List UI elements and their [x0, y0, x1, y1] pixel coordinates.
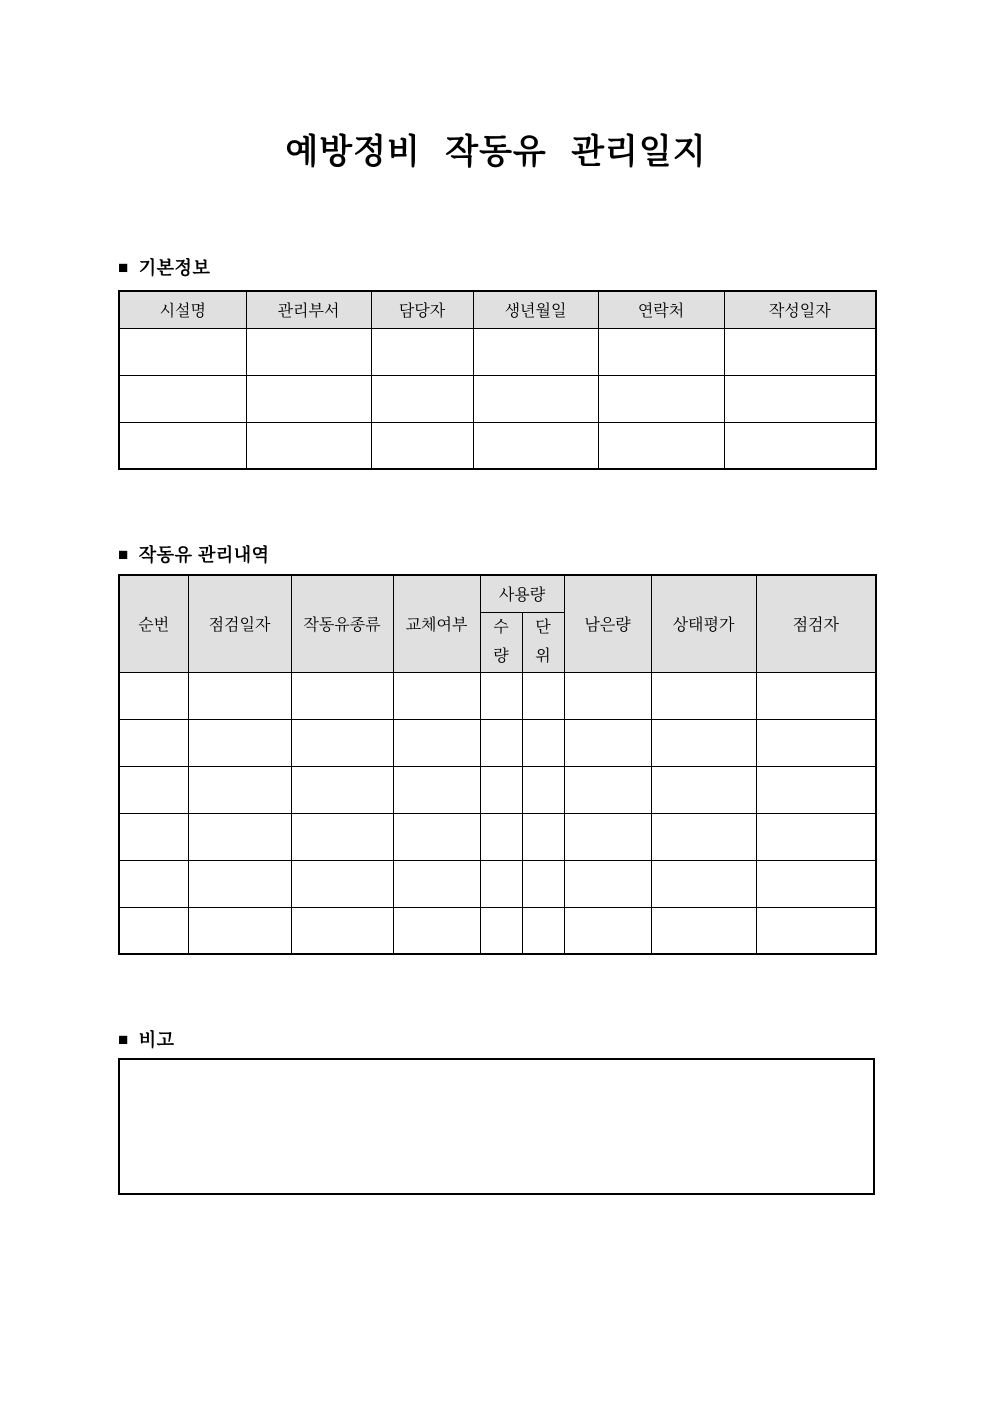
col-header-person-in-charge: 담당자 [371, 291, 473, 328]
table-row [119, 813, 876, 860]
empty-fill-in-cell[interactable] [393, 860, 480, 907]
empty-fill-in-cell[interactable] [188, 766, 291, 813]
empty-fill-in-cell[interactable] [564, 719, 651, 766]
empty-fill-in-cell[interactable] [522, 766, 564, 813]
empty-fill-in-cell[interactable] [393, 719, 480, 766]
empty-fill-in-cell[interactable] [651, 907, 756, 954]
empty-fill-in-cell[interactable] [564, 907, 651, 954]
empty-fill-in-cell[interactable] [480, 766, 522, 813]
empty-fill-in-cell[interactable] [724, 328, 876, 375]
empty-fill-in-cell[interactable] [756, 907, 876, 954]
empty-fill-in-cell[interactable] [724, 422, 876, 469]
table-row [119, 907, 876, 954]
empty-fill-in-cell[interactable] [246, 375, 371, 422]
empty-fill-in-cell[interactable] [522, 813, 564, 860]
empty-fill-in-cell[interactable] [522, 907, 564, 954]
empty-fill-in-cell[interactable] [371, 375, 473, 422]
empty-fill-in-cell[interactable] [119, 672, 188, 719]
col-header-inspector: 점검자 [756, 575, 876, 672]
col-header-no: 순번 [119, 575, 188, 672]
col-header-replaced: 교체여부 [393, 575, 480, 672]
section-basic-info-title: 기본정보 [138, 258, 211, 278]
empty-fill-in-cell[interactable] [651, 672, 756, 719]
empty-fill-in-cell[interactable] [291, 719, 393, 766]
empty-fill-in-cell[interactable] [598, 375, 724, 422]
section-remarks-label [118, 1026, 175, 1052]
empty-fill-in-cell[interactable] [564, 813, 651, 860]
col-header-usage-group: 사용량 [480, 575, 564, 612]
col-header-oil-type: 작동유종류 [291, 575, 393, 672]
empty-fill-in-cell[interactable] [480, 813, 522, 860]
section-oil-log-title: 작동유 관리내역 [138, 545, 270, 565]
empty-fill-in-cell[interactable] [473, 328, 598, 375]
empty-fill-in-cell[interactable] [119, 422, 246, 469]
table-row [119, 719, 876, 766]
empty-fill-in-cell[interactable] [522, 860, 564, 907]
empty-fill-in-cell[interactable] [119, 907, 188, 954]
remarks-input-area[interactable] [118, 1058, 875, 1195]
empty-fill-in-cell[interactable] [188, 672, 291, 719]
col-header-birth-date: 생년월일 [473, 291, 598, 328]
empty-fill-in-cell[interactable] [393, 813, 480, 860]
empty-fill-in-cell[interactable] [473, 422, 598, 469]
empty-fill-in-cell[interactable] [393, 766, 480, 813]
empty-fill-in-cell[interactable] [564, 672, 651, 719]
table-row [119, 672, 876, 719]
empty-fill-in-cell[interactable] [119, 766, 188, 813]
section-basic-info-label [118, 254, 210, 280]
empty-fill-in-cell[interactable] [246, 328, 371, 375]
empty-fill-in-cell[interactable] [756, 766, 876, 813]
empty-fill-in-cell[interactable] [522, 719, 564, 766]
empty-fill-in-cell[interactable] [480, 907, 522, 954]
table-row [119, 860, 876, 907]
table-row [119, 422, 876, 469]
col-header-managing-dept: 관리부서 [246, 291, 371, 328]
empty-fill-in-cell[interactable] [188, 813, 291, 860]
basic-info-table [118, 290, 877, 470]
col-header-condition: 상태평가 [651, 575, 756, 672]
empty-fill-in-cell[interactable] [651, 860, 756, 907]
page-title: 예방정비 작동유 관리일지 [285, 133, 707, 171]
square-bullet-icon: ■ [118, 257, 129, 277]
empty-fill-in-cell[interactable] [119, 328, 246, 375]
empty-fill-in-cell[interactable] [119, 860, 188, 907]
empty-fill-in-cell[interactable] [188, 907, 291, 954]
col-header-written-date: 작성일자 [724, 291, 876, 328]
oil-log-header-row-1 [119, 575, 876, 612]
empty-fill-in-cell[interactable] [371, 328, 473, 375]
empty-fill-in-cell[interactable] [480, 719, 522, 766]
empty-fill-in-cell[interactable] [119, 813, 188, 860]
square-bullet-icon: ■ [118, 1029, 129, 1049]
table-row [119, 328, 876, 375]
empty-fill-in-cell[interactable] [651, 719, 756, 766]
empty-fill-in-cell[interactable] [393, 907, 480, 954]
empty-fill-in-cell[interactable] [756, 860, 876, 907]
empty-fill-in-cell[interactable] [651, 766, 756, 813]
empty-fill-in-cell[interactable] [291, 766, 393, 813]
empty-fill-in-cell[interactable] [393, 672, 480, 719]
empty-fill-in-cell[interactable] [724, 375, 876, 422]
square-bullet-icon: ■ [118, 544, 129, 564]
empty-fill-in-cell[interactable] [564, 766, 651, 813]
oil-log-table [118, 574, 877, 955]
table-row [119, 766, 876, 813]
empty-fill-in-cell[interactable] [598, 422, 724, 469]
col-header-check-date: 점검일자 [188, 575, 291, 672]
empty-fill-in-cell[interactable] [522, 672, 564, 719]
empty-fill-in-cell[interactable] [119, 719, 188, 766]
empty-fill-in-cell[interactable] [756, 672, 876, 719]
empty-fill-in-cell[interactable] [756, 813, 876, 860]
empty-fill-in-cell[interactable] [246, 422, 371, 469]
empty-fill-in-cell[interactable] [119, 375, 246, 422]
empty-fill-in-cell[interactable] [564, 860, 651, 907]
empty-fill-in-cell[interactable] [371, 422, 473, 469]
empty-fill-in-cell[interactable] [291, 907, 393, 954]
empty-fill-in-cell[interactable] [291, 860, 393, 907]
col-header-usage-qty: 수량 [480, 612, 522, 672]
section-remarks-title: 비고 [138, 1030, 175, 1050]
table-row [119, 375, 876, 422]
col-header-contact: 연락처 [598, 291, 724, 328]
empty-fill-in-cell[interactable] [598, 328, 724, 375]
empty-fill-in-cell[interactable] [188, 719, 291, 766]
section-oil-log-label [118, 541, 270, 567]
empty-fill-in-cell[interactable] [188, 860, 291, 907]
col-header-remaining: 남은량 [564, 575, 651, 672]
empty-fill-in-cell[interactable] [480, 860, 522, 907]
col-header-facility-name: 시설명 [119, 291, 246, 328]
empty-fill-in-cell[interactable] [756, 719, 876, 766]
empty-fill-in-cell[interactable] [651, 813, 756, 860]
empty-fill-in-cell[interactable] [291, 813, 393, 860]
empty-fill-in-cell[interactable] [473, 375, 598, 422]
empty-fill-in-cell[interactable] [291, 672, 393, 719]
basic-info-header-row [119, 291, 876, 328]
empty-fill-in-cell[interactable] [480, 672, 522, 719]
col-header-usage-unit: 단위 [522, 612, 564, 672]
